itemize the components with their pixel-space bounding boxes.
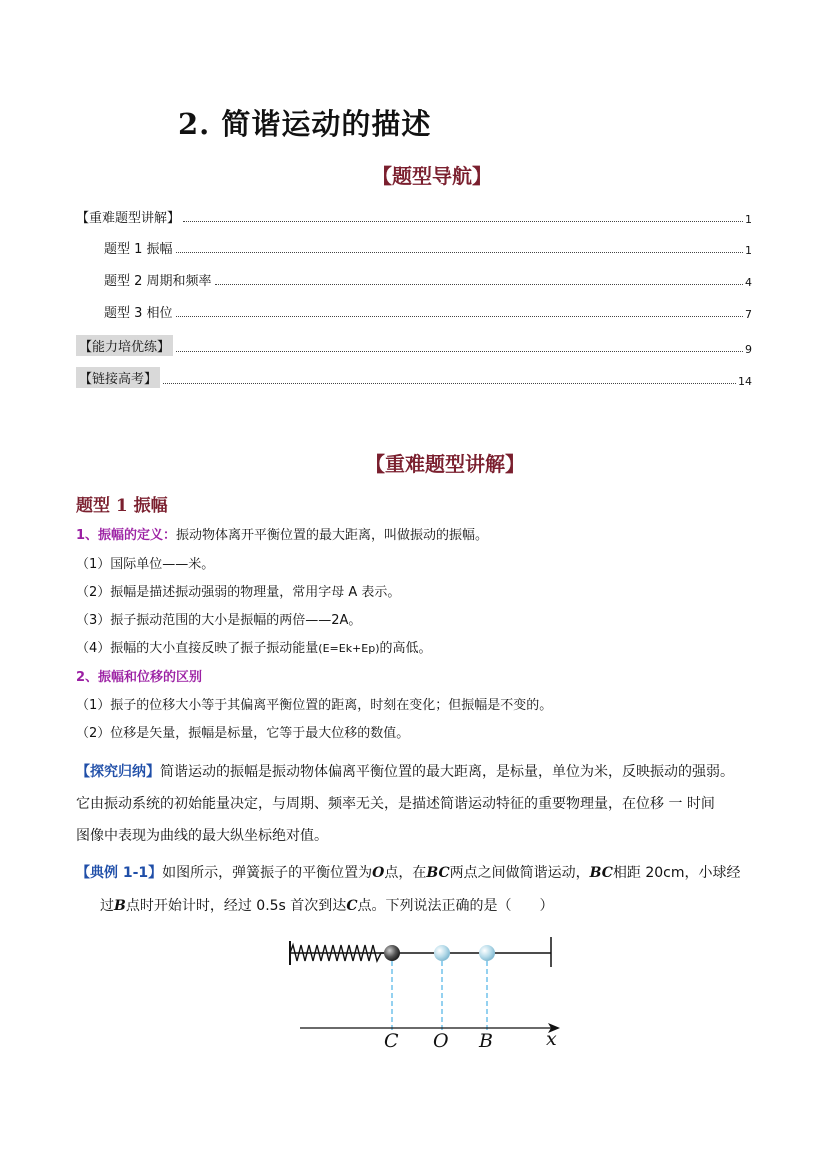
summary-line: 图像中表现为曲线的最大纵坐标绝对值。 bbox=[76, 828, 328, 844]
toc-page: 7 bbox=[745, 308, 752, 321]
point-2: （2）振幅是描述振动强弱的物理量，常用字母 A 表示。 bbox=[76, 585, 401, 600]
energy-formula: (E=Ek+Ep) bbox=[318, 642, 380, 655]
point-1: （1）国际单位——米。 bbox=[76, 557, 215, 572]
summary-line: 它由振动系统的初始能量决定，与周期、频率无关，是描述简谐运动特征的重要物理量，在位移 一 时间 bbox=[76, 796, 715, 812]
example-text: 点。下列说法正确的是（ ） bbox=[357, 898, 554, 914]
toc-label: 题型 2 周期和频率 bbox=[104, 274, 212, 289]
ball bbox=[384, 945, 400, 961]
toc-page: 14 bbox=[738, 375, 752, 388]
toc-label: 【重难题型讲解】 bbox=[76, 211, 181, 226]
toc-row[interactable] bbox=[104, 238, 752, 257]
ball-ghost bbox=[479, 945, 495, 961]
summary-line: 简谐运动的振幅是振动物体偏离平衡位置的最大距离，是标量，单位为米，反映振动的强弱。 bbox=[160, 764, 734, 780]
difference-point-2: （2）位移是矢量，振幅是标量，它等于最大位移的数值。 bbox=[76, 726, 410, 741]
toc-label: 【能力培优练】 bbox=[76, 335, 173, 356]
toc-label: 题型 3 相位 bbox=[104, 306, 173, 321]
toc-label: 【链接高考】 bbox=[76, 367, 160, 388]
summary-paragraph bbox=[76, 756, 776, 852]
toc-row[interactable] bbox=[76, 207, 752, 226]
toc-label: 题型 1 振幅 bbox=[104, 242, 173, 257]
difference-point-1: （1）振子的位移大小等于其偏离平衡位置的距离，时刻在变化；但振幅是不变的。 bbox=[76, 698, 553, 713]
toc-leader bbox=[163, 383, 736, 384]
toc-leader bbox=[176, 351, 743, 352]
point-c-label: C bbox=[346, 898, 358, 914]
segment-bc-label: BC bbox=[589, 865, 613, 881]
toc-leader bbox=[215, 284, 743, 285]
toc-page: 4 bbox=[745, 276, 752, 289]
toc-leader bbox=[176, 316, 743, 317]
point-4-post: 的高低。 bbox=[379, 641, 432, 656]
example-tag: 【典例 1-1】 bbox=[76, 865, 163, 881]
label-x: x bbox=[546, 1028, 557, 1050]
point-o-label: O bbox=[372, 865, 385, 881]
toc-page: 1 bbox=[745, 213, 752, 226]
type1-heading: 题型 1 振幅 bbox=[76, 496, 168, 516]
example-text: 如图所示，弹簧振子的平衡位置为 bbox=[162, 865, 373, 881]
example-text: 点时开始计时，经过 0.5s 首次到达 bbox=[125, 898, 347, 914]
definition-label: 1、振幅的定义： bbox=[76, 528, 177, 543]
example-text: 相距 20cm，小球经 bbox=[612, 865, 741, 881]
example-text: 点，在 bbox=[384, 865, 427, 881]
toc-leader bbox=[176, 252, 743, 253]
difference-heading: 2、振幅和位移的区别 bbox=[76, 670, 203, 685]
nav-heading: 【题型导航】 bbox=[372, 164, 492, 188]
toc-leader bbox=[183, 221, 743, 222]
toc-row[interactable] bbox=[104, 302, 752, 321]
summary-tag: 【探究归纳】 bbox=[76, 764, 160, 780]
example-text: 过 bbox=[100, 898, 114, 914]
segment-bc-label: BC bbox=[426, 865, 450, 881]
toc-page: 9 bbox=[745, 343, 752, 356]
example-line-1 bbox=[76, 858, 740, 889]
point-b-label: B bbox=[114, 898, 126, 914]
toc-page: 1 bbox=[745, 244, 752, 257]
label-b: B bbox=[479, 1030, 493, 1052]
definition-line bbox=[76, 524, 488, 543]
definition-text: 振动物体离开平衡位置的最大距离，叫做振动的振幅。 bbox=[176, 528, 489, 543]
section-heading: 【重难题型讲解】 bbox=[365, 452, 525, 476]
point-3: （3）振子振动范围的大小是振幅的两倍——2A。 bbox=[76, 613, 362, 628]
point-4-pre: （4）振幅的大小直接反映了振子振动能量 bbox=[76, 641, 319, 656]
toc-row[interactable] bbox=[76, 335, 752, 356]
point-4 bbox=[76, 637, 432, 656]
label-o: O bbox=[433, 1030, 449, 1052]
example-line-2 bbox=[100, 891, 553, 922]
label-c: C bbox=[384, 1030, 399, 1052]
ball-ghost bbox=[434, 945, 450, 961]
example-text: 两点之间做简谐运动， bbox=[449, 865, 590, 881]
spring-oscillator-figure bbox=[280, 925, 580, 1055]
toc-row[interactable] bbox=[76, 367, 752, 388]
page-title: 2. 简谐运动的描述 bbox=[178, 107, 432, 141]
toc-row[interactable] bbox=[104, 270, 752, 289]
